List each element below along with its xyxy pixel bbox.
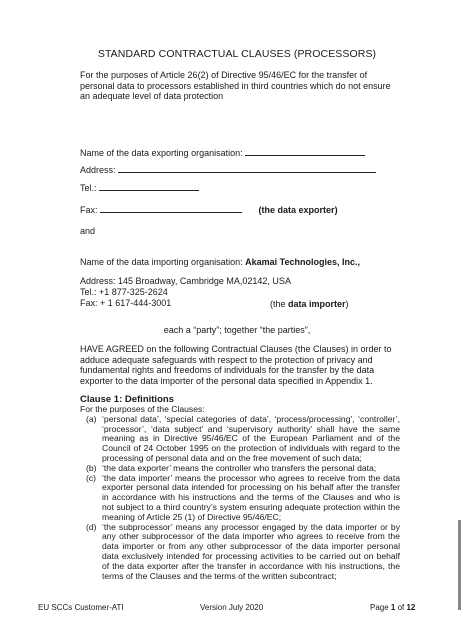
item-text: ‘the data exporter’ means the controller who transfers the personal data; xyxy=(102,462,377,473)
footer-left: EU SCCs Customer-ATI xyxy=(38,603,124,612)
page-prefix: Page xyxy=(370,603,391,612)
agreement-paragraph: HAVE AGREED on the following Contractual Clauses (the Clauses) in order to adduce adequate safeguards with respect to the protection of privacy and fundamental rights and freedoms of individuals for the transfer by the data exporter to the data importer of the personal data specified in Appendix 1. xyxy=(80,344,392,386)
exporter-name-blank xyxy=(245,146,365,156)
importer-role-prefix: (the xyxy=(270,299,289,309)
exporter-tel-label: Tel.: xyxy=(80,183,97,193)
exporter-address-line xyxy=(80,163,376,176)
importer-fax-line xyxy=(80,298,171,309)
exporter-fax-label: Fax: xyxy=(80,205,98,215)
page-total: 12 xyxy=(406,603,416,612)
exporter-fax-line xyxy=(80,203,338,216)
item-text: ‘the subprocessor’ means any processor engaged by the data importer or by any other subprocessor of the data importer who agrees to receive from the data importer or from any other subprocessor of the data importer personal data exclusively intended for processing activities to be carried out on behalf of the data exporter after the transfer in accordance with his instructions, the terms of the Clauses and the terms of the written subcontract; xyxy=(102,521,400,581)
page-current: 1 xyxy=(390,603,396,612)
exporter-address-label: Address: xyxy=(80,165,116,175)
footer-page-number xyxy=(370,603,415,612)
importer-fax: Fax: + 1 617-444-3001 xyxy=(80,298,172,308)
exporter-fax-blank xyxy=(100,203,242,213)
clause-1-body xyxy=(80,405,400,581)
item-label: (a) xyxy=(86,413,97,424)
importer-address: Address: 145 Broadway, Cambridge MA,02142, USA xyxy=(80,276,291,286)
importer-name-label: Name of the data importing organisation: xyxy=(80,257,243,267)
importer-role xyxy=(270,299,349,310)
item-label: (d) xyxy=(86,521,97,532)
parties-line: each a “party”; together “the parties”, xyxy=(163,325,311,335)
clause-1-lead: For the purposes of the Clauses: xyxy=(80,404,205,414)
item-text: ‘the data importer’ means the processor who agrees to receive from the data exporter personal data intended for processing on his behalf after the transfer in accordance with his instructions and the terms of the Clauses and who is not subject to a third country’s system ensuring adequate protection within the meaning of Article 25 (1) of Directive 95/46/EC; xyxy=(102,472,400,522)
importer-role-bold: data importer xyxy=(288,299,346,309)
importer-role-suffix: ) xyxy=(345,299,349,309)
item-label: (b) xyxy=(86,462,97,473)
scan-margin-mark xyxy=(458,520,461,610)
exporter-tel-blank xyxy=(99,181,199,191)
definitions-list xyxy=(80,415,400,582)
importer-name-line xyxy=(80,257,360,268)
definition-item xyxy=(86,523,400,582)
definition-item xyxy=(86,415,400,464)
footer-version: Version July 2020 xyxy=(200,603,264,612)
document-title: STANDARD CONTRACTUAL CLAUSES (PROCESSORS) xyxy=(97,48,377,60)
exporter-address-blank xyxy=(118,163,376,173)
page-of: of xyxy=(395,603,407,612)
importer-name-value: Akamai Technologies, Inc., xyxy=(245,257,360,267)
exporter-name-label: Name of the data exporting organisation: xyxy=(80,148,243,158)
item-text: ‘personal data’, ‘special categories of data’, ‘process/processing’, ‘controller’, ‘processor’, ‘data subject’ and ‘supervisory authority’ shall have the same meaning as in Directive 95/46/EC of the European Parliament and of the Council of 24 October 1995 on the protection of individuals with regard to the processing of personal data and on the free movement of such data; xyxy=(102,413,400,463)
exporter-tel-line xyxy=(80,181,199,194)
importer-tel: Tel.: +1 877-325-2624 xyxy=(80,287,168,297)
item-label: (c) xyxy=(86,472,97,483)
exporter-role: (the data exporter) xyxy=(258,205,338,215)
definition-item xyxy=(86,474,400,523)
clause-1-heading: Clause 1: Definitions xyxy=(80,394,174,405)
exporter-name-line xyxy=(80,146,365,159)
and-connector: and xyxy=(80,226,96,236)
intro-paragraph: For the purposes of Article 26(2) of Directive 95/46/EC for the transfer of personal data to processors established in third countries which do not ensure an adequate level of data protection xyxy=(80,70,391,102)
